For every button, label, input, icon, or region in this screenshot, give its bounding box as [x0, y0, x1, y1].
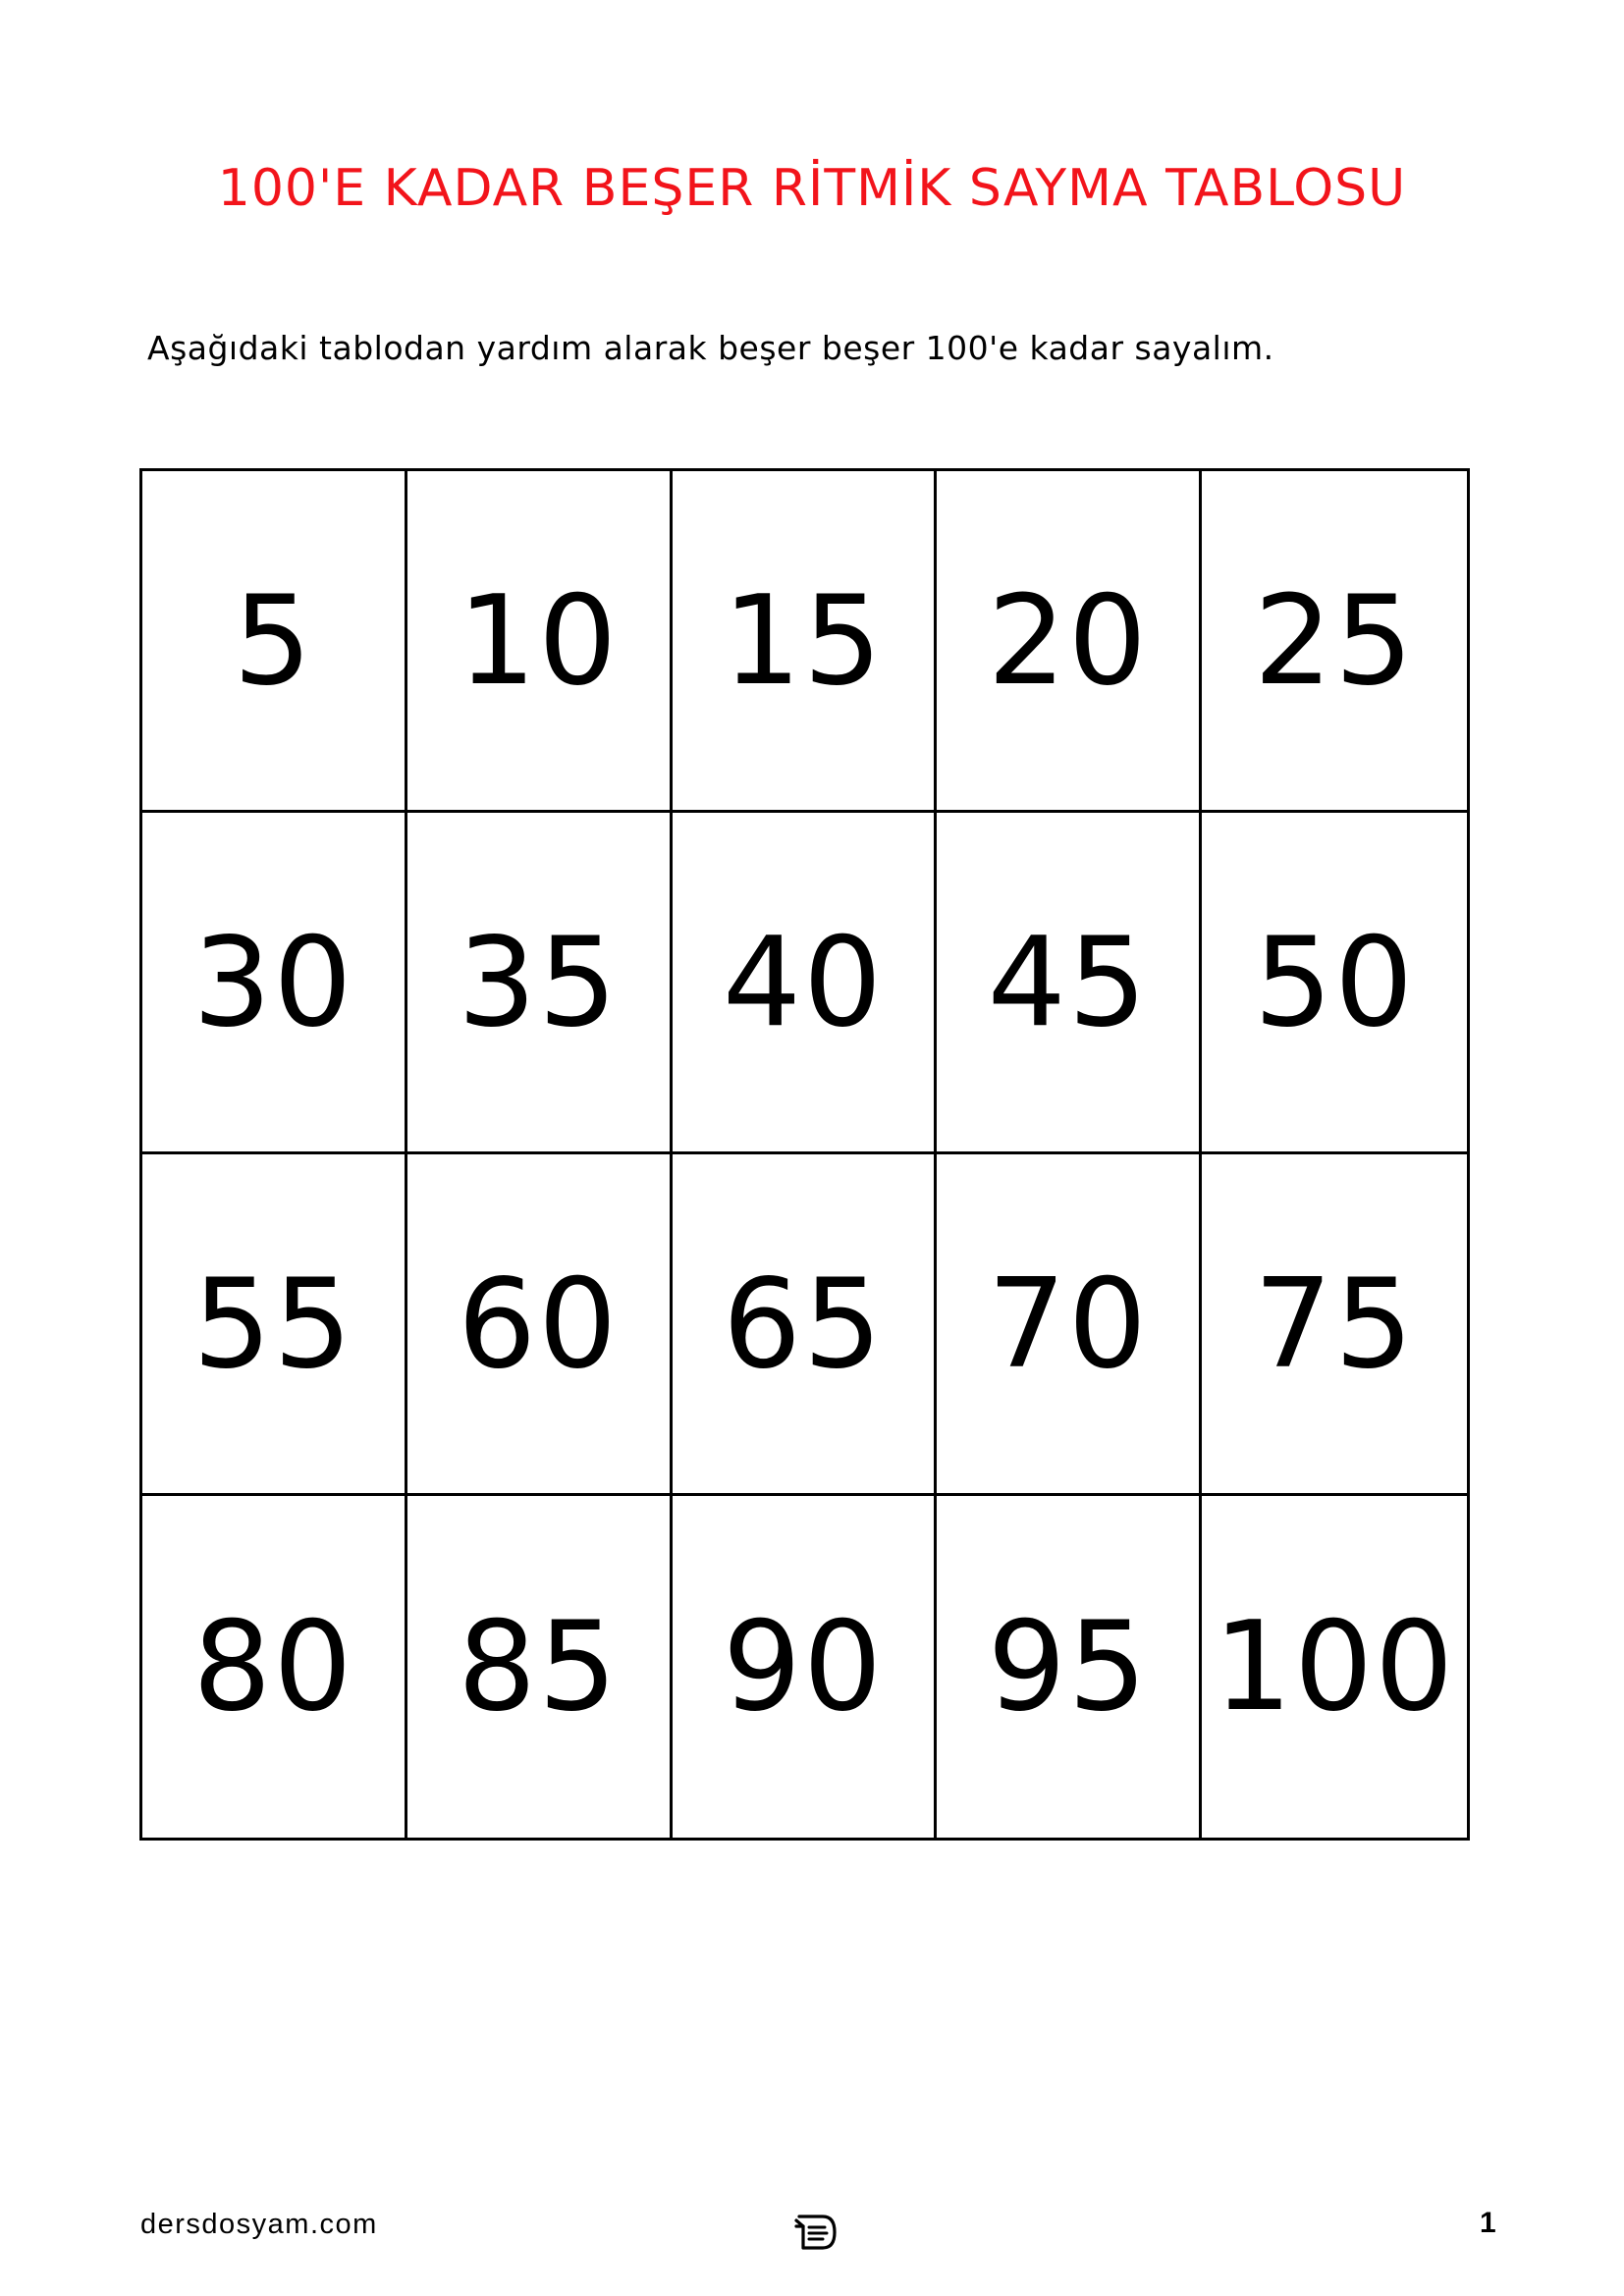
table-cell — [142, 1154, 407, 1496]
counting-table — [139, 468, 1470, 1841]
table-cell — [673, 813, 938, 1154]
cell-number: 50 — [1253, 909, 1416, 1054]
cell-number: 45 — [987, 909, 1149, 1054]
cell-number: 10 — [458, 567, 620, 713]
table-cell — [142, 813, 407, 1154]
table-cell — [142, 471, 407, 813]
table-cell — [407, 471, 673, 813]
footer-site-link[interactable]: dersdosyam.com — [140, 2209, 378, 2240]
cell-number: 65 — [722, 1251, 885, 1396]
table-cell — [407, 813, 673, 1154]
table-cell — [1202, 1154, 1467, 1496]
cell-number: 25 — [1253, 567, 1416, 713]
cell-number: 55 — [192, 1251, 354, 1396]
table-cell — [673, 1496, 938, 1838]
cell-number: 40 — [722, 909, 885, 1054]
table-cell — [937, 471, 1202, 813]
cell-number: 90 — [722, 1594, 885, 1738]
table-cell — [407, 1496, 673, 1838]
table-cell — [407, 1154, 673, 1496]
cell-number: 20 — [987, 567, 1149, 713]
cell-number: 95 — [987, 1594, 1149, 1738]
cell-number: 70 — [987, 1251, 1149, 1396]
table-cell — [937, 1154, 1202, 1496]
cell-number: 75 — [1253, 1251, 1416, 1396]
instruction-text: Aşağıdaki tablodan yardım alarak beşer beşer 100'e kadar sayalım. — [147, 329, 1274, 367]
cell-number: 85 — [458, 1594, 620, 1738]
cell-number: 100 — [1213, 1594, 1456, 1738]
cell-number: 80 — [192, 1594, 354, 1738]
cell-number: 30 — [192, 909, 354, 1054]
table-cell — [1202, 1496, 1467, 1838]
cell-number: 35 — [458, 909, 620, 1054]
table-cell — [937, 1496, 1202, 1838]
table-cell — [1202, 471, 1467, 813]
table-cell — [673, 1154, 938, 1496]
cell-number: 5 — [233, 567, 314, 713]
table-cell — [142, 1496, 407, 1838]
cell-number: 60 — [458, 1251, 620, 1396]
table-cell — [937, 813, 1202, 1154]
page-title: 100'E KADAR BEŞER RİTMİK SAYMA TABLOSU — [217, 159, 1407, 218]
cell-number: 15 — [722, 567, 885, 713]
table-cell — [1202, 813, 1467, 1154]
page-number: 1 — [1480, 2207, 1496, 2239]
table-cell — [673, 471, 938, 813]
document-lines-icon — [793, 2213, 839, 2252]
